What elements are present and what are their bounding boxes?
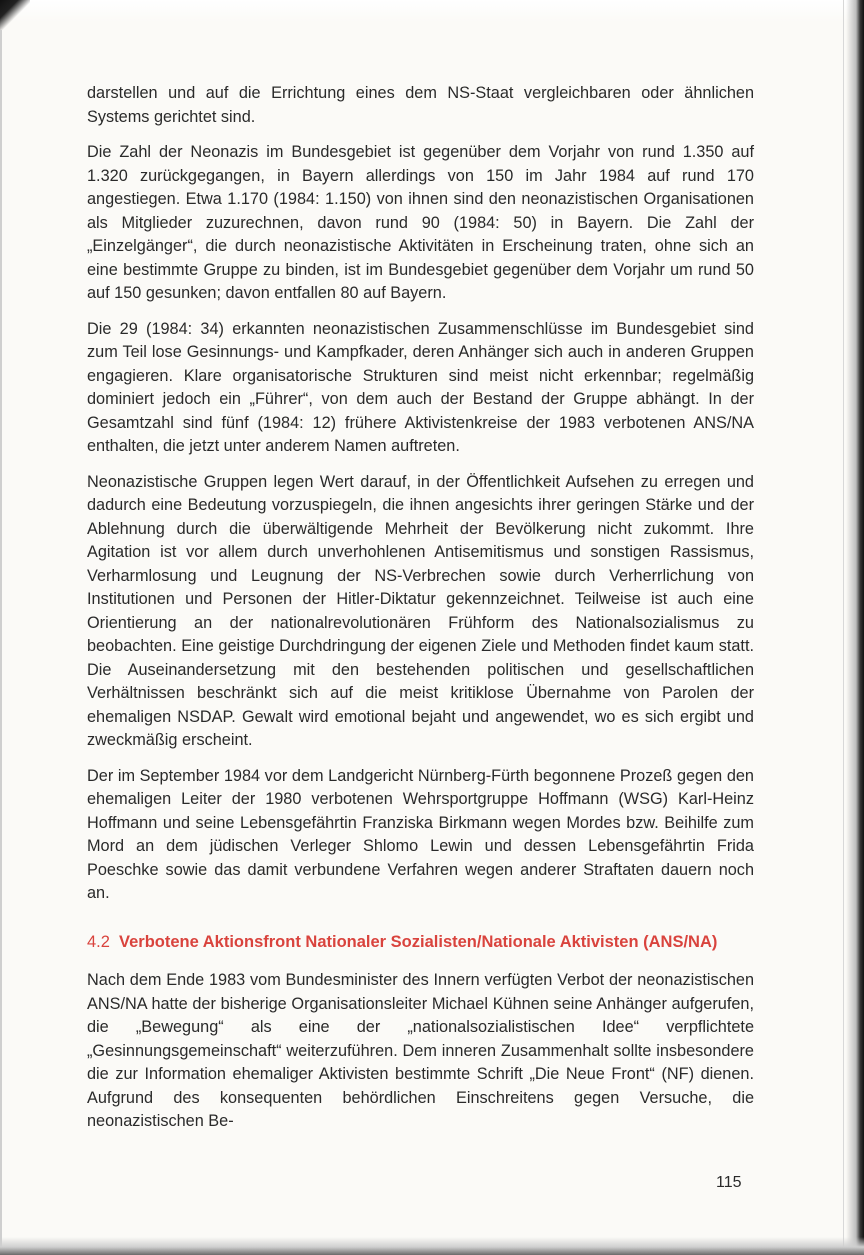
- paragraph-2: Die Zahl der Neonazis im Bundesgebiet ist gegenüber dem Vorjahr von rund 1.350 auf 1.320 zurückgegangen, in Bayern allerdings von 150 im Jahr 1984 auf rund 170 angestiegen. Etwa 1.170 (1984: 1.150) von ihnen sind den neonazistischen Organisationen als Mitglieder zuzurechnen, davon rund 90 (1984: 50) in Bayern. Die Zahl der „Einzelgänger“, die durch neonazistische Aktivitäten in Erscheinung traten, ohne sich an eine bestimmte Gruppe zu binden, ist im Bundesgebiet gegenüber dem Vorjahr um rund 50 auf 150 gesunken; davon entfallen 80 auf Bayern.: [87, 143, 754, 302]
- scan-edge-left: [0, 30, 2, 1255]
- page-content: [87, 82, 754, 1146]
- paragraph-4: Neonazistische Gruppen legen Wert darauf, in der Öffentlichkeit Aufsehen zu erregen und dadurch eine Bedeutung vorzuspiegeln, die ihnen angesichts ihrer geringen Stärke und der Ablehnung durch die überwältigende Mehrheit der Bevölkerung nicht zukommt. Ihre Agitation ist vor allem durch unverhohlenen Antisemitismus und sonstigen Rassismus, Verharmlosung und Leugnung der NS-Verbrechen sowie durch Verherrlichung von Institutionen und Personen der Hitler-Diktatur gekennzeichnet. Teilweise ist auch eine Orientierung an der nationalrevolutionären Frühform des Nationalsozialismus zu beobachten. Eine geistige Durchdringung der eigenen Ziele und Methoden findet kaum statt. Die Auseinandersetzung mit den bestehenden politischen und gesellschaftlichen Verhältnissen beschränkt sich auf die meist kritiklose Übernahme von Parolen der ehemaligen NSDAP. Gewalt wird emotional bejaht und angewendet, wo es sich ergibt und zweckmäßig erscheint.: [87, 472, 754, 749]
- page-number: 115: [716, 1174, 742, 1191]
- scan-corner-shadow: [0, 0, 30, 30]
- paragraph-3: Die 29 (1984: 34) erkannten neonazistischen Zusammenschlüsse im Bundesgebiet sind zum Teil lose Gesinnungs- und Kampfkader, deren Anhänger sich auch in anderen Gruppen engagieren. Klare organisatorische Strukturen sind meist nicht erkennbar; regelmäßig dominiert jedoch ein „Führer“, von dem auch der Bestand der Gruppe abhängt. In der Gesamtzahl sind fünf (1984: 12) frühere Aktivistenkreise der 1983 verbotenen ANS/NA enthalten, die jetzt unter anderem Namen auftreten.: [87, 319, 754, 455]
- scan-edge-right-line: [843, 0, 844, 1255]
- section-heading: [87, 931, 754, 954]
- scan-edge-top: [0, 0, 864, 22]
- scan-edge-right: [846, 0, 864, 1255]
- paragraph-5: Der im September 1984 vor dem Landgericht Nürnberg-Fürth begonnene Prozeß gegen den ehemaligen Leiter der 1980 verbotenen Wehrsportgruppe Hoffmann (WSG) Karl-Heinz Hoffmann und seine Lebensgefährtin Franziska Birkmann wegen Mordes bzw. Beihilfe zum Mord an dem jüdischen Verleger Shlomo Lewin und dessen Lebensgefährtin Frida Poeschke sowie das damit verbundene Verfahren wegen anderer Straftaten dauern noch an.: [87, 766, 754, 902]
- section-paragraph-1: Nach dem Ende 1983 vom Bundesminister des Innern verfügten Verbot der neonazistischen ANS/NA hatte der bisherige Organisationsleiter Michael Kühnen seine Anhänger aufgerufen, die „Bewegung“ als eine der „nationalsozialistischen Idee“ verpflichtete „Gesinnungsgemeinschaft“ weiterzuführen. Dem inneren Zusammenhalt sollte insbesondere die zur Information ehemaliger Aktivisten bestimmte Schrift „Die Neue Front“ (NF) dienen. Aufgrund des konsequenten behördlichen Einschreitens gegen Versuche, die neonazistischen Be-: [87, 971, 754, 1130]
- section-title: Verbotene Aktionsfront Nationaler Sozialisten/Nationale Aktivisten (ANS/NA): [119, 932, 718, 951]
- section-number: 4.2: [87, 932, 110, 951]
- paragraph-1: darstellen und auf die Errichtung eines dem NS-Staat vergleichbaren oder ähnlichen Systems gerichtet sind.: [87, 84, 754, 126]
- scan-edge-bottom: [0, 1237, 864, 1255]
